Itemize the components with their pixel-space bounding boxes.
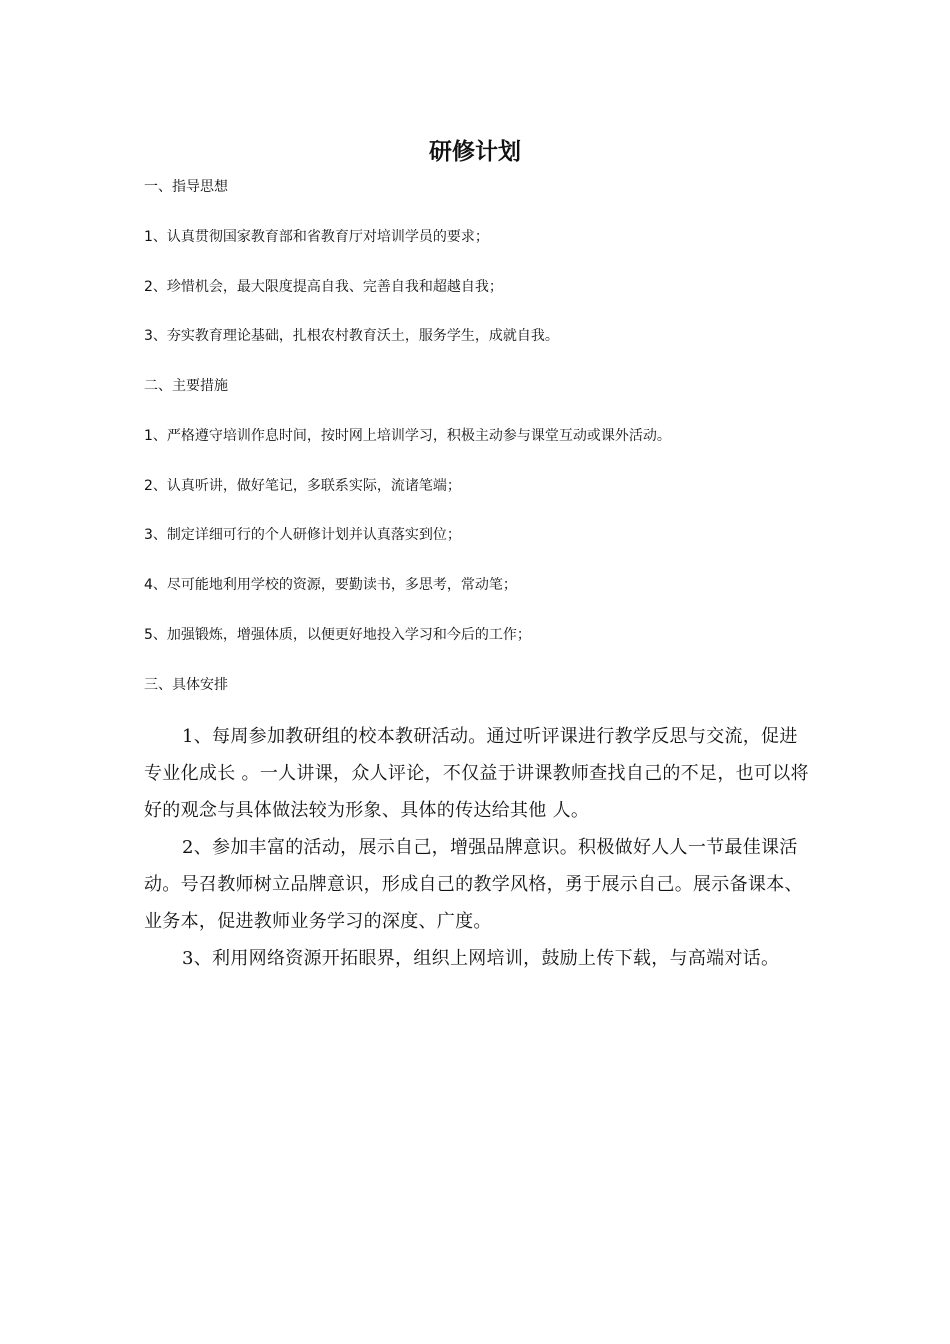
guiding-item-1: 1、认真贯彻国家教育部和省教育厅对培训学员的要求； xyxy=(144,229,489,245)
measure-item-3: 3、制定详细可行的个人研修计划并认真落实到位； xyxy=(144,527,461,543)
arrangement-paragraph-3: 3、利用网络资源开拓眼界，组织上网培训，鼓励上传下载，与高端对话。 xyxy=(182,948,780,969)
guiding-item-3: 3、夯实教育理论基础，扎根农村教育沃土，服务学生，成就自我。 xyxy=(144,328,559,344)
measure-item-4: 4、尽可能地利用学校的资源，要勤读书，多思考，常动笔； xyxy=(144,577,517,593)
arrangement-paragraph-1: 1、每周参加教研组的校本教研活动。通过听评课进行教学反思与交流，促进专业化成长 。一人讲课，众人评论，不仅益于讲课教师查找自己的不足，也可以将好的观念与具体做法较为形象、具体的传达给其他 人。 xyxy=(144,726,809,821)
guiding-item-2: 2、珍惜机会，最大限度提高自我、完善自我和超越自我； xyxy=(144,279,503,295)
measure-item-2: 2、认真听讲，做好笔记，多联系实际，流诸笔端； xyxy=(144,478,461,494)
measure-item-5: 5、加强锻炼，增强体质，以便更好地投入学习和今后的工作； xyxy=(144,627,531,643)
document-title: 研修计划 xyxy=(429,139,521,165)
section-heading-guiding-thought: 一、指导思想 xyxy=(144,179,228,195)
measure-item-1: 1、严格遵守培训作息时间，按时网上培训学习，积极主动参与课堂互动或课外活动。 xyxy=(144,428,671,444)
arrangement-paragraph-2: 2、参加丰富的活动，展示自己，增强品牌意识。积极做好人人一节最佳课活动。号召教师树立品牌意识，形成自己的教学风格，勇于展示自己。展示备课本、业务本，促进教师业务学习的深度、广度。 xyxy=(144,837,803,932)
section-heading-specific-arrangements: 三、具体安排 xyxy=(144,677,228,693)
section-heading-main-measures: 二、主要措施 xyxy=(144,378,228,394)
